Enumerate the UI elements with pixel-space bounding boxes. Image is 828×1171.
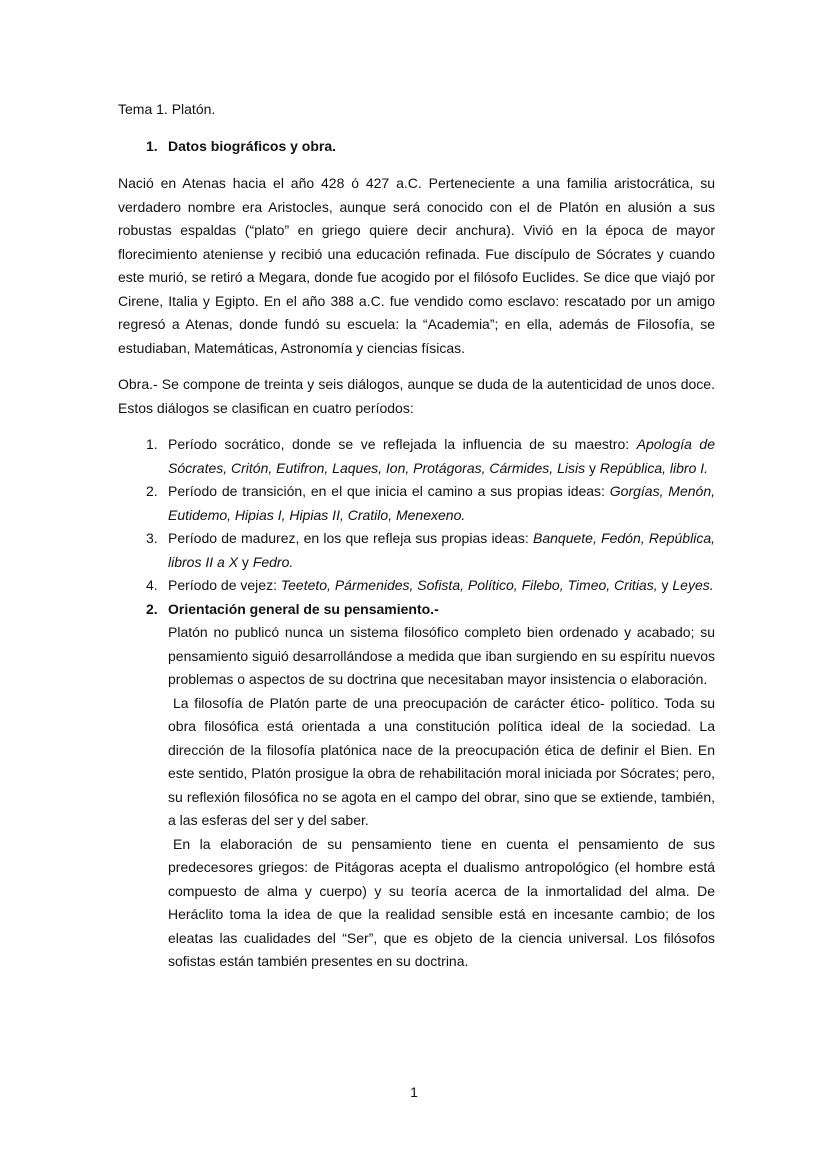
list-text (168, 433, 715, 480)
list-text (168, 480, 715, 527)
paragraph (168, 692, 715, 833)
period-list-item (118, 574, 715, 598)
section-heading-biography (118, 135, 715, 159)
paragraph (168, 833, 715, 974)
list-number: 1. (146, 436, 158, 452)
section-number: 1. (146, 137, 158, 154)
biography-body (118, 172, 715, 420)
paragraph (118, 172, 715, 360)
text-segment: Nació en Atenas hacia el año 428 ó 427 a.C. Perteneciente a una familia aristocrática, su verdadero nombre era Aristocles, aunque será conocido con el de Platón en alusión a sus robustas espaldas (“plato” en griego quiere decir anchura). Vivió en la época de mayor florecimiento ateniense y recibió una educación refinada. Fue discípulo de Sócrates y cuando este murió, se retiró a Megara, donde fue acogido por el filósofo Euclides. Se dice que viajó por Cirene, Italia y Egipto. En el año 388 a.C. fue vendido como esclavo: rescatado por un amigo regresó a Atenas, donde fundó su escuela: la “Academia”; en ella, además de Filosofía, se estudiaban, Matemáticas, Astronomía y ciencias físicas. (118, 175, 715, 356)
page-number: 1 (410, 1084, 418, 1100)
section-heading-orientation (118, 598, 715, 622)
section-number: 2. (146, 600, 158, 617)
text-segment: y (585, 459, 600, 476)
text-segment: Período de vejez: (168, 577, 281, 593)
text-segment: Obra.- Se compone de treinta y seis diálogos, aunque se duda de la autenticidad de unos doce. Estos diálogos se clasifican en cuatro períodos: (118, 376, 715, 416)
period-list-item (118, 433, 715, 480)
italic-text: Teeteto, Pármenides, Sofista, Político, Filebo, Timeo, Critias, (280, 577, 658, 593)
text-segment: y (238, 553, 253, 570)
text-segment: Período de madurez, en los que refleja sus propias ideas: (168, 530, 534, 546)
italic-text: Gorgías, Menón, Eutidemo, Hipias I, Hipias II, Cratilo, Menexeno. (168, 483, 715, 523)
paragraph (118, 373, 715, 420)
period-list-item (118, 527, 715, 574)
periods-list (118, 433, 715, 598)
orientation-body (168, 621, 715, 974)
list-number: 2. (146, 483, 158, 499)
section-title: Datos biográficos y obra. (168, 137, 337, 154)
text-segment: Platón no publicó nunca un sistema filosófico completo bien ordenado y acabado; su pensamiento siguió desarrollándose a medida que iban surgiendo en su espíritu nuevos problemas o aspectos de su doctrina que necesitaban mayor insistencia o elaboración. (168, 624, 715, 687)
italic-text: Banquete, Fedón, República, libros II a X (168, 530, 715, 570)
list-text (168, 574, 715, 598)
text-segment: La filosofía de Platón parte de una preocupación de carácter ético- político. Toda su obra filosófica está orientada a una constitución política ideal de la sociedad. La dirección de la filosofía platónica nace de la preocupación ética de definir el Bien. En este sentido, Platón prosigue la obra de rehabilitación moral iniciada por Sócrates; pero, su reflexión filosófica no se agota en el campo del obrar, sino que se extiende, también, a las esferas del ser y del saber. (168, 694, 715, 828)
list-number: 4. (146, 577, 158, 593)
italic-text: Leyes. (672, 577, 714, 593)
text-segment: y (657, 577, 673, 593)
document-page (118, 98, 715, 974)
paragraph (168, 621, 715, 692)
italic-text: Apología de Sócrates, Critón, Eutifron, Laques, Ion, Protágoras, Cármides, Lisis (168, 436, 715, 476)
text-segment: Período de transición, en el que inicia el camino a sus propias ideas: (168, 483, 610, 499)
document-title: Tema 1. Platón. (118, 101, 216, 117)
text-segment: En la elaboración de su pensamiento tiene en cuenta el pensamiento de sus predecesores griegos: de Pitágoras acepta el dualismo antropológico (el hombre está compuesto de alma y cuerpo) y su teoría acerca de la inmortalidad del alma. De Heráclito toma la idea de que la realidad sensible está en incesante cambio; de los eleatas las cualidades del “Ser”, que es objeto de la ciencia universal. Los filósofos sofistas están también presentes en su doctrina. (168, 835, 715, 969)
list-number: 3. (146, 530, 158, 546)
italic-text: República, libro I. (599, 459, 709, 476)
section-title: Orientación general de su pensamiento.- (168, 600, 439, 617)
period-list-item (118, 480, 715, 527)
text-segment: Período socrático, donde se ve reflejada la influencia de su maestro: (168, 436, 637, 452)
italic-text: Fedro. (252, 553, 294, 570)
list-text (168, 527, 715, 574)
